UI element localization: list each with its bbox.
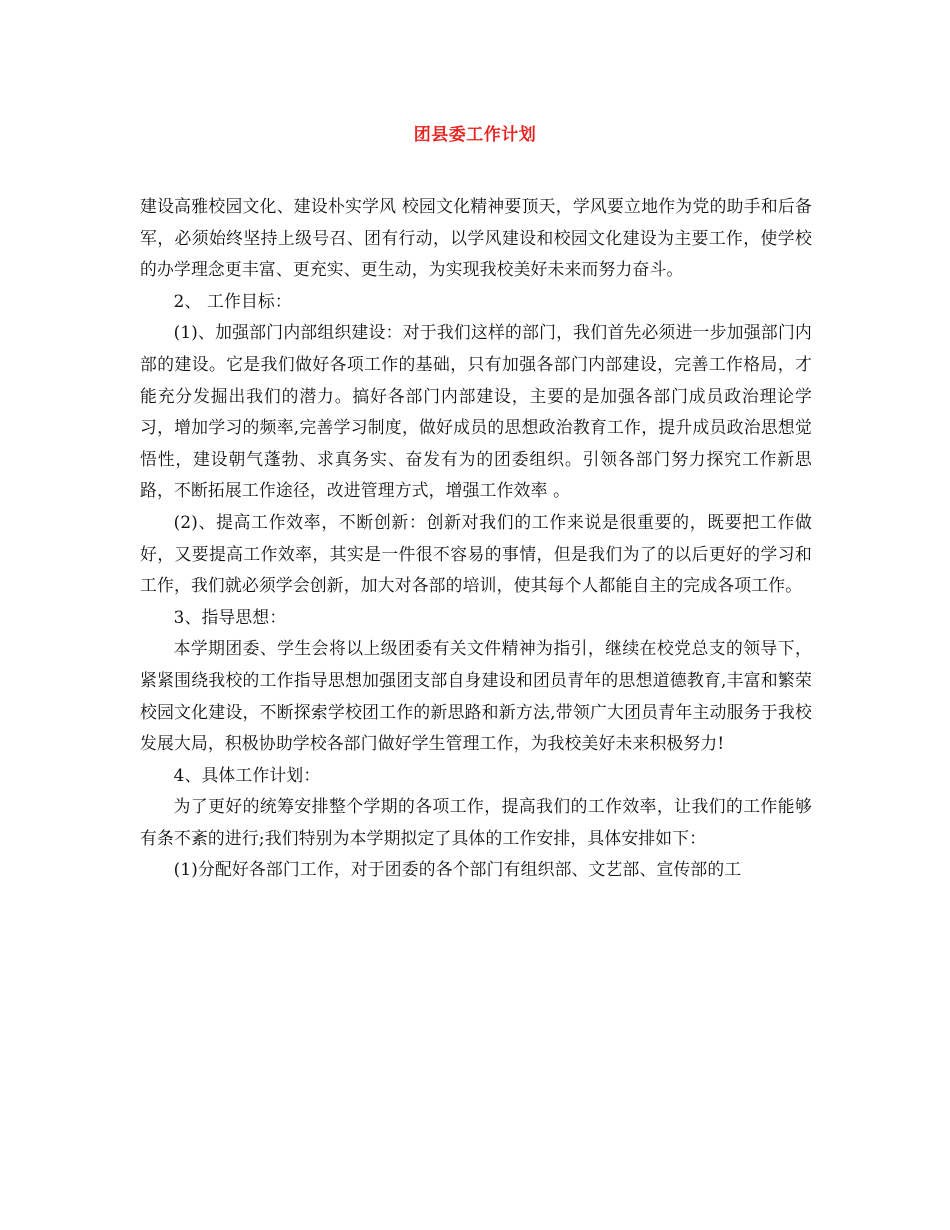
heading-guiding-ideology: 3、指导思想： — [173, 606, 287, 627]
document-title: 团县委工作计划 — [413, 125, 537, 145]
paragraph-goal-2: (2)、提高工作效率，不断创新：创新对我们的工作来说是很重要的，既要把工作做好，又要提高工作效率，其实是一件很不容易的事情，但是我们为了的以后更好的学习和工作，我们就必须学会创新，加大对各部的培训，使其每个人都能自主的完成各项工作。 — [140, 511, 812, 596]
paragraph-intro: 建设高雅校园文化、建设朴实学风 校园文化精神要顶天，学风要立地作为党的助手和后备军，必须始终坚持上级号召、团有行动，以学风建设和校园文化建设为主要工作，使学校的办学理念更丰富、更充实、更生动，为实现我校美好未来而努力奋斗。 — [140, 196, 812, 280]
heading-work-plan: 4、具体工作计划： — [173, 764, 321, 785]
paragraph-plan-item-1: (1)分配好各部门工作，对于团委的各个部门有组织部、文艺部、宣传部的工 — [173, 859, 742, 880]
paragraph-goal-1: (1)、加强部门内部组织建设：对于我们这样的部门，我们首先必须进一步加强部门内部的建设。它是我们做好各项工作的基础，只有加强各部门内部建设，完善工作格局，才能充分发掘出我们的潜力。搞好各部门内部建设，主要的是加强各部门成员政治理论学习，增加学习的频率,完善学习制度，做好成员的思想政治教育工作，提升成员政治思想觉悟性，建设朝气蓬勃、求真务实、奋发有为的团委组织。引领各部门努力探究工作新思路，不断拓展工作途径，改进管理方式，增强工作效率 。 — [140, 322, 812, 501]
heading-work-goals: 2、 工作目标： — [173, 290, 292, 311]
document-body — [140, 191, 812, 886]
paragraph-guiding-ideology: 本学期团委、学生会将以上级团委有关文件精神为指引，继续在校党总支的领导下，紧紧围绕我校的工作指导思想加强团支部自身建设和团员青年的思想道德教育,丰富和繁荣校园文化建设，不断探索学校团工作的新思路和新方法,带领广大团员青年主动服务于我校发展大局，积极协助学校各部门做好学生管理工作，为我校美好未来积极努力! — [140, 638, 812, 754]
paragraph-work-plan: 为了更好的统筹安排整个学期的各项工作，提高我们的工作效率，让我们的工作能够有条不紊的进行;我们特别为本学期拟定了具体的工作安排，具体安排如下： — [140, 796, 812, 848]
